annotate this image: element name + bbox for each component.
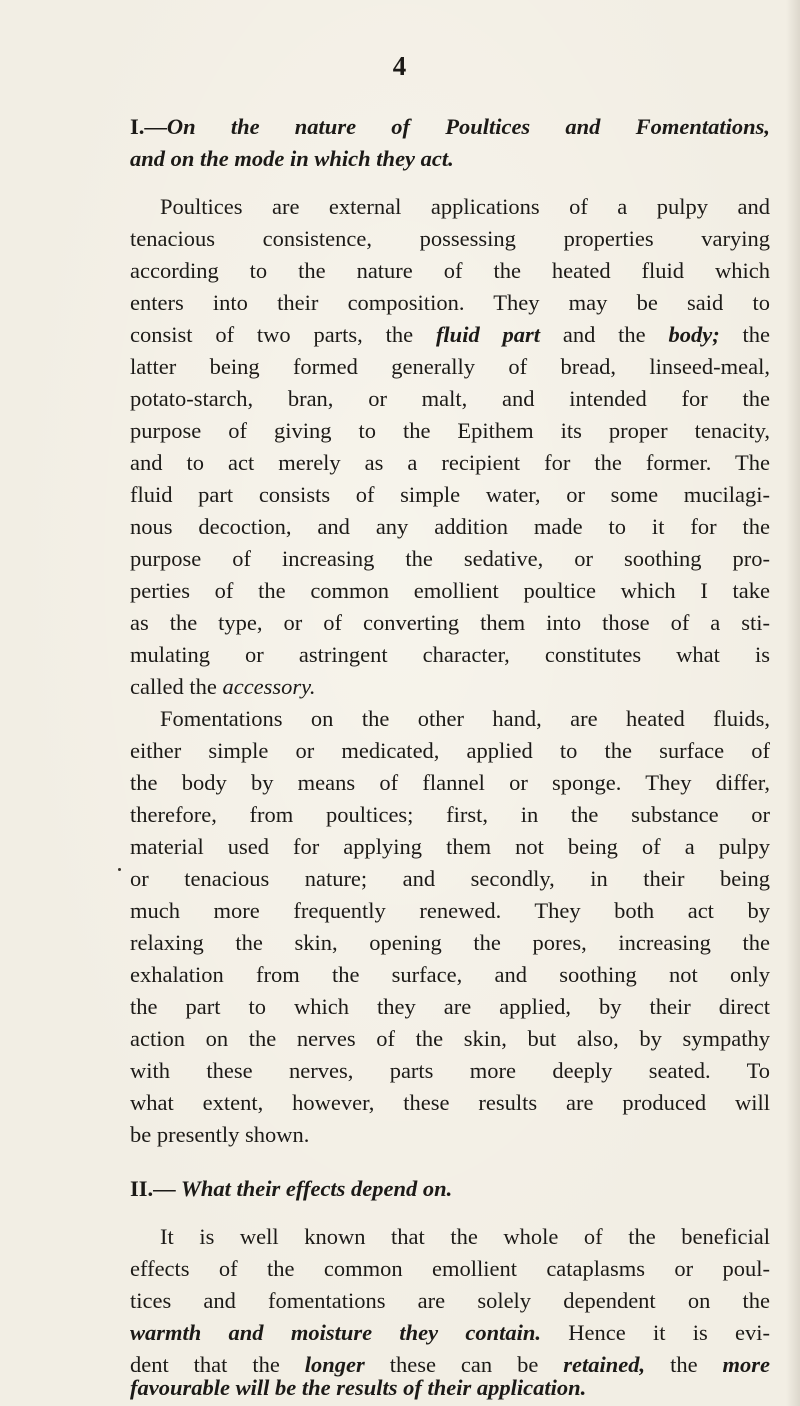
paragraph-1-line-11: nous decoction, and any addition made to it for the [130, 514, 770, 539]
paragraph-1-line-3: according to the nature of the heated fluid which [130, 258, 770, 283]
p1-l5-c: and the [562, 322, 646, 347]
p1-l16-accessory: accessory. [222, 674, 316, 699]
paragraph-1-line-14: as the type, or of converting them into those of a sti- [130, 610, 770, 635]
paragraph-1-line-1: Poultices are external applications of a pulpy and [160, 194, 770, 219]
paragraph-1-line-7: potato-starch, bran, or malt, and intended for the [130, 386, 770, 411]
section-two-title: What their effects depend on. [180, 1176, 453, 1201]
section-one-numeral: I.— [130, 114, 167, 139]
p3-l5-e: the [670, 1352, 698, 1377]
paragraph-2-line-4: therefore, from poultices; first, in the substance or [130, 802, 770, 827]
p3-l5-retained: retained, [563, 1352, 646, 1377]
p1-l5-e: the [742, 322, 771, 347]
p3-l5-a: dent that the [130, 1352, 280, 1377]
paragraph-2-line-12: with these nerves, parts more deeply seated. To [130, 1058, 770, 1083]
paragraph-1-line-9: and to act merely as a recipient for the former. The [130, 450, 770, 475]
ink-speck [118, 868, 121, 871]
paragraph-2-line-7: much more frequently renewed. They both act by [130, 898, 770, 923]
p1-l5-fluid-part: fluid part [435, 322, 541, 347]
paragraph-1-line-2: tenacious consistence, possessing properties varying [130, 226, 770, 251]
paragraph-1-line-12: purpose of increasing the sedative, or soothing pro- [130, 546, 770, 571]
paragraph-1-line-16 [130, 671, 770, 703]
paragraph-2-line-10: the part to which they are applied, by their direct [130, 994, 770, 1019]
paragraph-3-line-1: It is well known that the whole of the beneficial [160, 1224, 770, 1249]
paragraph-2-line-9: exhalation from the surface, and soothing not only [130, 962, 770, 987]
paragraph-2-line-5: material used for applying them not being of a pulpy [130, 834, 770, 859]
paragraph-1-line-6: latter being formed generally of bread, linseed-meal, [130, 354, 770, 379]
p3-l5-more: more [722, 1352, 770, 1377]
page-edge-shadow [786, 0, 800, 1406]
p3-l4-warmth-moisture: warmth and moisture they contain. [130, 1320, 541, 1345]
p3-l5-c: these can be [389, 1352, 539, 1377]
page-number: 4 [392, 51, 408, 81]
paragraph-2-line-13: what extent, however, these results are produced will [130, 1090, 770, 1115]
paragraph-2-line-3: the body by means of flannel or sponge. They differ, [130, 770, 770, 795]
section-two-numeral: II.— [130, 1176, 176, 1201]
paragraph-2-line-11: action on the nerves of the skin, but also, by sympathy [130, 1026, 770, 1051]
p3-l5-longer: longer [304, 1352, 365, 1377]
paragraph-3-line-2: effects of the common emollient cataplasms or poul- [130, 1256, 770, 1281]
p3-l4-b: Hence it is evi- [568, 1320, 771, 1345]
p1-l5-body: body; [668, 322, 720, 347]
paragraph-2-line-2: either simple or medicated, applied to the surface of [130, 738, 770, 763]
paragraph-2-line-1: Fomentations on the other hand, are heated fluids, [160, 706, 770, 731]
p1-l16-a: called the [130, 674, 217, 699]
paragraph-1-line-15: mulating or astringent character, constitutes what is [130, 642, 770, 667]
paragraph-3-line-3: tices and fomentations are solely dependent on the [130, 1288, 770, 1313]
paragraph-3-line-6 [130, 1374, 770, 1402]
paragraph-2-line-8: relaxing the skin, opening the pores, increasing the [130, 930, 770, 955]
paragraph-1-line-4: enters into their composition. They may be said to [130, 290, 770, 315]
section-one-title-1: On the nature of Poultices and Fomentations, [166, 114, 770, 139]
paragraph-1-line-10: fluid part consists of simple water, or some mucilagi- [130, 482, 770, 507]
p1-l5-a: consist of two parts, the [130, 322, 414, 347]
paragraph-2-line-6: or tenacious nature; and secondly, in their being [130, 866, 770, 891]
section-one-heading-line-1 [130, 111, 770, 143]
p3-l6-text: favourable will be the results of their application. [130, 1375, 587, 1400]
paragraph-1-line-5 [130, 319, 770, 351]
paragraph-1-line-8: purpose of giving to the Epithem its proper tenacity, [130, 418, 770, 443]
section-one-heading-line-2: and on the mode in which they act. [130, 146, 454, 171]
section-two-heading [130, 1173, 770, 1205]
paragraph-2-line-14: be presently shown. [130, 1122, 310, 1147]
paragraph-3-line-4 [130, 1317, 770, 1349]
paragraph-1-line-13: perties of the common emollient poultice which I take [130, 578, 770, 603]
